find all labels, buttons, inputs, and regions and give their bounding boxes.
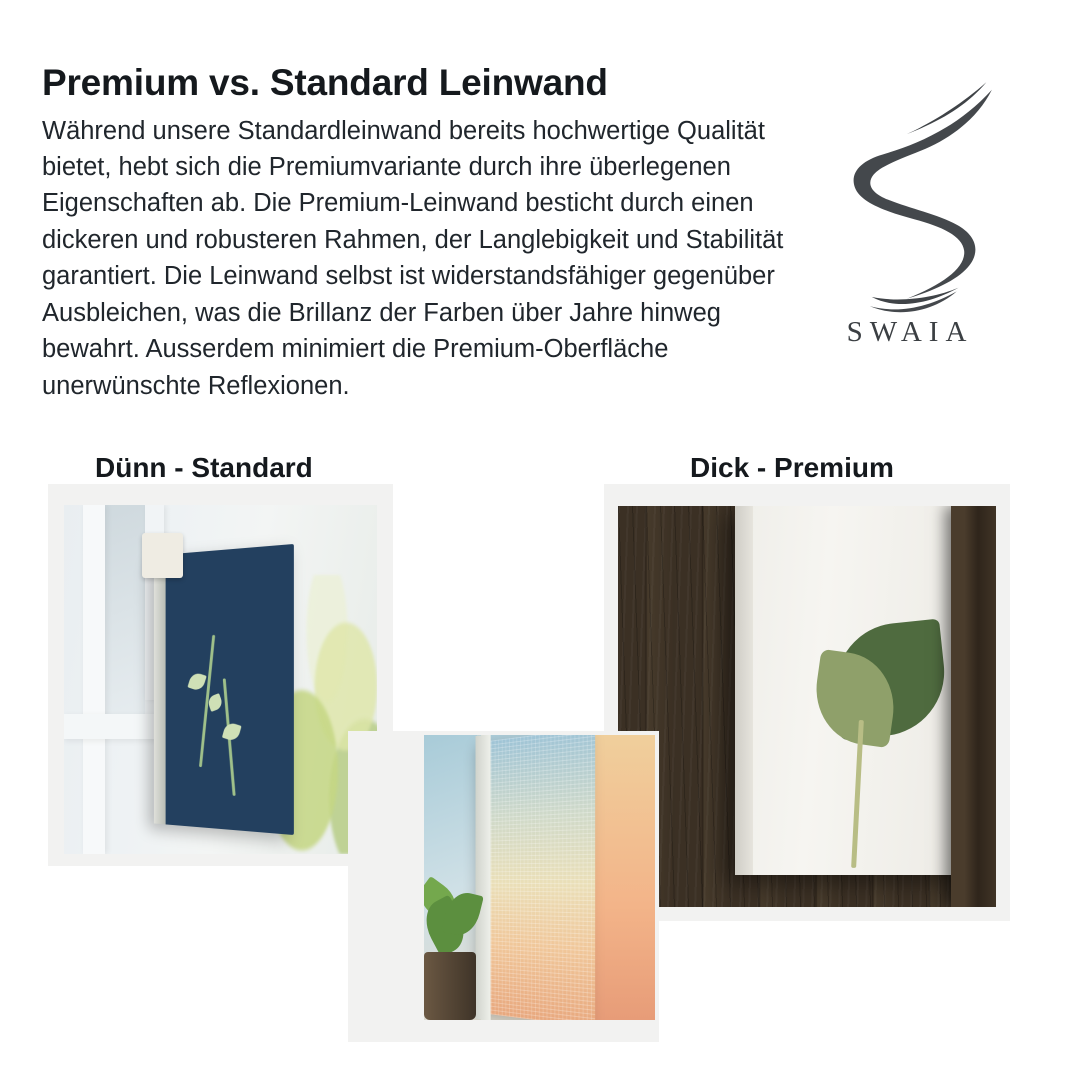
brand-logo — [810, 72, 1010, 372]
thin-canvas-print — [153, 544, 293, 835]
painted-leaf — [221, 722, 240, 743]
brand-wordmark: SWAIA — [846, 316, 974, 348]
photo-card-center — [348, 731, 659, 1042]
potted-plant — [424, 821, 498, 1021]
caption-premium: Dick - Premium — [690, 452, 894, 483]
photo-card-premium — [604, 484, 1010, 921]
sunset-background — [586, 735, 655, 1020]
window-frame-bar — [83, 505, 105, 854]
canvas-thick-edge — [735, 506, 752, 875]
premium-scene-illustration — [618, 506, 996, 907]
canvas-edge-closeup-photo — [424, 735, 655, 1020]
center-scene-illustration — [424, 735, 655, 1020]
caption-standard: Dünn - Standard — [95, 452, 313, 483]
plant-pot — [424, 952, 476, 1020]
standard-scene-illustration — [64, 505, 377, 854]
thick-canvas-on-dark-wood-photo — [618, 506, 996, 907]
thin-canvas-on-windowsill-photo — [64, 505, 377, 854]
window-glass — [105, 505, 146, 714]
photo-card-standard — [48, 484, 393, 866]
intro-paragraph: Während unsere Standardleinwand bereits hochwertige Qualität bietet, hebt sich die Premiumvariante durch ihre überlegenen Eigenschaften ab. Die Premium-Leinwand besticht durch einen dickeren und robusteren Rahmen, der Langlebigkeit und Stabilität garantiert. Die Leinwand selbst ist widerstandsfähiger gegenüber Ausbleichen, was die Brillanz der Farben über Jahre hinweg bewahrt. Ausserdem minimiert die Premium-Oberfläche unerwünschte Reflexionen. — [42, 116, 784, 400]
swaia-s-logo-icon — [818, 72, 1003, 322]
page-title: Premium vs. Standard Leinwand — [42, 62, 608, 103]
thick-canvas-print — [735, 506, 984, 875]
header-block — [42, 62, 832, 404]
painted-leaf — [187, 671, 206, 691]
canvas-corner-highlight — [142, 533, 183, 578]
foreground-wood-plank — [951, 506, 996, 907]
